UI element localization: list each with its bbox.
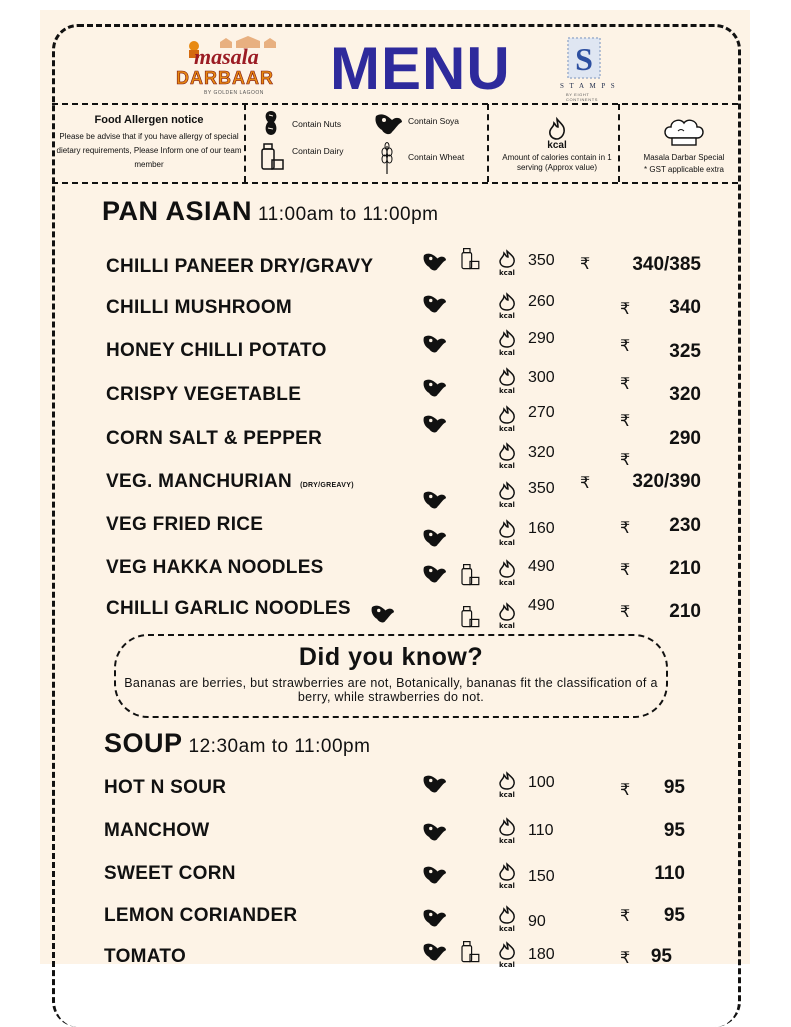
item-name-text: CHILLI MUSHROOM — [106, 297, 293, 318]
item-name-text: CHILLI PANEER DRY/GRAVY — [106, 256, 374, 277]
soya-icon — [422, 250, 448, 277]
svg-text:kcal: kcal — [499, 882, 515, 890]
svg-text:kcal: kcal — [499, 462, 515, 470]
item-calories-extra: 320 — [528, 444, 555, 461]
dairy-icon — [458, 940, 482, 969]
legend-wheat: Contain Wheat — [408, 152, 465, 162]
item-calories: 290 — [528, 330, 555, 347]
kcal-flame-icon — [546, 118, 568, 140]
item-name: HOT N SOUR — [104, 777, 227, 798]
item-name — [106, 557, 324, 579]
section-name: SOUP — [104, 728, 183, 758]
chef-legend-line1: Masala Darbar Special — [643, 153, 725, 162]
item-price: 210 — [669, 558, 701, 579]
item-calories: 490 — [528, 597, 555, 614]
item-name-text: CORN SALT & PEPPER — [106, 428, 323, 449]
soya-icon — [422, 488, 448, 515]
kcal-flame-icon — [495, 443, 519, 474]
soya-icon — [422, 292, 448, 319]
item-calories: 350 — [528, 252, 555, 269]
kcal-legend-label: kcal — [547, 140, 567, 151]
rupee-symbol: ₹ — [620, 452, 631, 469]
item-calories: 150 — [528, 868, 555, 885]
item-name: SWEET CORN — [104, 863, 236, 884]
svg-text:S: S — [575, 41, 593, 77]
section-name: PAN ASIAN — [102, 196, 253, 226]
rupee-symbol: ₹ — [620, 950, 631, 967]
item-name — [106, 471, 354, 493]
legend-divider — [52, 182, 738, 184]
item-name — [106, 428, 322, 450]
header-divider — [52, 103, 738, 105]
dairy-icon — [458, 605, 482, 634]
svg-text:kcal: kcal — [499, 539, 515, 547]
item-price: 325 — [669, 341, 701, 362]
menu-page — [40, 10, 750, 969]
item-price: 290 — [669, 428, 701, 449]
kcal-flame-icon — [495, 250, 519, 281]
svg-text:kcal: kcal — [499, 925, 515, 933]
dairy-icon — [458, 563, 482, 592]
kcal-flame-icon — [495, 818, 519, 849]
svg-text:kcal: kcal — [499, 791, 515, 799]
item-calories: 160 — [528, 520, 555, 537]
svg-text:kcal: kcal — [499, 312, 515, 320]
item-name-text: VEG FRIED RICE — [106, 514, 264, 535]
item-price: 340/385 — [632, 254, 701, 275]
item-name-text: VEG. MANCHURIAN — [106, 471, 293, 492]
item-price: 95 — [663, 777, 685, 798]
item-calories: 90 — [528, 913, 546, 930]
item-name — [106, 384, 301, 406]
svg-text:kcal: kcal — [499, 622, 515, 630]
soya-icon — [422, 412, 448, 439]
item-price: 320/390 — [632, 471, 701, 492]
page-title: MENU — [330, 35, 511, 102]
soya-icon — [422, 772, 448, 799]
kcal-flame-icon — [495, 560, 519, 591]
item-price: 340 — [669, 297, 701, 318]
item-price: 210 — [669, 601, 701, 622]
item-name-text: CHILLI GARLIC NOODLES — [106, 598, 351, 619]
section-time: 12:30am to 11:00pm — [188, 736, 371, 757]
section-time: 11:00am to 11:00pm — [258, 204, 439, 225]
item-calories: 350 — [528, 480, 555, 497]
item-price: 230 — [669, 515, 701, 536]
item-price: 320 — [669, 384, 701, 405]
item-price: 95 — [663, 820, 685, 841]
soya-icon — [422, 376, 448, 403]
soya-icon — [422, 940, 448, 967]
item-calories: 180 — [528, 946, 555, 963]
soya-icon — [422, 906, 448, 933]
rupee-symbol: ₹ — [620, 520, 631, 537]
item-calories: 260 — [528, 293, 555, 310]
item-name-text: CRISPY VEGETABLE — [106, 384, 302, 405]
kcal-flame-icon — [495, 906, 519, 937]
svg-text:kcal: kcal — [499, 425, 515, 433]
dairy-icon — [458, 247, 482, 276]
kcal-flame-icon — [495, 772, 519, 803]
soya-icon — [422, 562, 448, 589]
item-price: 95 — [650, 946, 672, 967]
soya-icon — [422, 332, 448, 359]
item-name: MANCHOW — [104, 820, 210, 841]
logo-darbaar-text: DARBAAR — [176, 68, 274, 88]
svg-text:kcal: kcal — [499, 269, 515, 277]
svg-text:kcal: kcal — [499, 387, 515, 395]
legend-soya: Contain Soya — [408, 116, 460, 126]
kcal-flame-icon — [495, 603, 519, 634]
rupee-symbol: ₹ — [620, 908, 631, 925]
svg-text:kcal: kcal — [499, 837, 515, 845]
rupee-symbol: ₹ — [620, 782, 631, 799]
svg-text:kcal: kcal — [499, 579, 515, 587]
item-name: TOMATO — [104, 946, 187, 967]
did-you-know-title: Did you know? — [298, 643, 484, 671]
svg-text:kcal: kcal — [499, 349, 515, 357]
wheat-icon — [380, 142, 394, 174]
rupee-symbol: ₹ — [620, 413, 631, 430]
item-price: 95 — [663, 905, 685, 926]
rupee-symbol: ₹ — [620, 562, 631, 579]
kcal-flame-icon — [495, 942, 519, 973]
item-calories: 490 — [528, 558, 555, 575]
kcal-flame-icon — [495, 520, 519, 551]
did-you-know-box — [114, 634, 668, 718]
item-calories: 300 — [528, 369, 555, 386]
chef-hat-icon — [661, 118, 707, 148]
item-calories: 270 — [528, 404, 555, 421]
item-name: LEMON CORIANDER — [104, 905, 298, 926]
item-name-text: VEG HAKKA NOODLES — [106, 557, 324, 578]
dairy-icon — [260, 142, 284, 172]
soya-icon — [370, 602, 396, 629]
kcal-flame-icon — [495, 863, 519, 894]
kcal-legend — [492, 118, 622, 173]
item-name — [106, 297, 292, 319]
stamps-subtitle: BY EIGHT CONTINENTS — [566, 92, 598, 102]
allergen-notice — [54, 114, 244, 172]
kcal-flame-icon — [495, 293, 519, 324]
legend-dairy: Contain Dairy — [292, 146, 344, 156]
soya-icon — [422, 526, 448, 553]
item-name — [106, 340, 327, 362]
kcal-flame-icon — [495, 406, 519, 437]
masala-darbaar-logo — [174, 38, 296, 98]
soya-icon — [374, 110, 404, 136]
logo-subtitle: BY GOLDEN LAGOON — [204, 90, 264, 96]
rupee-symbol: ₹ — [620, 338, 631, 355]
item-name — [106, 598, 351, 620]
kcal-legend-desc: Amount of calories contain in 1 serving (Approx value) — [502, 153, 612, 172]
chef-legend-line2: * GST applicable extra — [644, 165, 724, 174]
section-title-soup — [104, 728, 370, 759]
legend-divider-1 — [244, 104, 246, 182]
svg-text:kcal: kcal — [499, 961, 515, 969]
rupee-symbol: ₹ — [620, 604, 631, 621]
svg-text:kcal: kcal — [499, 501, 515, 509]
soya-icon — [422, 820, 448, 847]
soya-icon — [422, 863, 448, 890]
item-note: (DRY/GREAVY) — [300, 482, 354, 489]
item-name — [106, 256, 373, 278]
allergen-title: Food Allergen notice — [94, 114, 204, 126]
rupee-symbol: ₹ — [580, 256, 591, 273]
rupee-symbol: ₹ — [620, 301, 631, 318]
peanut-icon — [262, 110, 280, 136]
kcal-flame-icon — [495, 368, 519, 399]
rupee-symbol: ₹ — [580, 475, 591, 492]
section-title-pan-asian — [102, 196, 438, 227]
legend-nuts: Contain Nuts — [292, 119, 342, 129]
rupee-symbol: ₹ — [620, 376, 631, 393]
stamps-logo — [558, 36, 618, 108]
did-you-know-text: Bananas are berries, but strawberries are not, Botanically, bananas fit the classification of a berry, while strawberries do not. — [124, 676, 658, 704]
allergen-body: Please be advise that if you have allergy of special dietary requirements, Please Inform one of our team member — [56, 132, 242, 169]
kcal-flame-icon — [495, 482, 519, 513]
legend-divider-2 — [487, 104, 489, 182]
item-calories: 100 — [528, 774, 555, 791]
stamps-word: S T A M P S — [560, 82, 617, 90]
kcal-flame-icon — [495, 330, 519, 361]
item-calories: 110 — [528, 822, 554, 839]
chef-legend — [622, 118, 746, 176]
logo-masala-text: masala — [194, 44, 259, 69]
item-name-text: HONEY CHILLI POTATO — [106, 340, 327, 361]
item-price: 110 — [654, 863, 685, 884]
item-name — [106, 514, 263, 536]
